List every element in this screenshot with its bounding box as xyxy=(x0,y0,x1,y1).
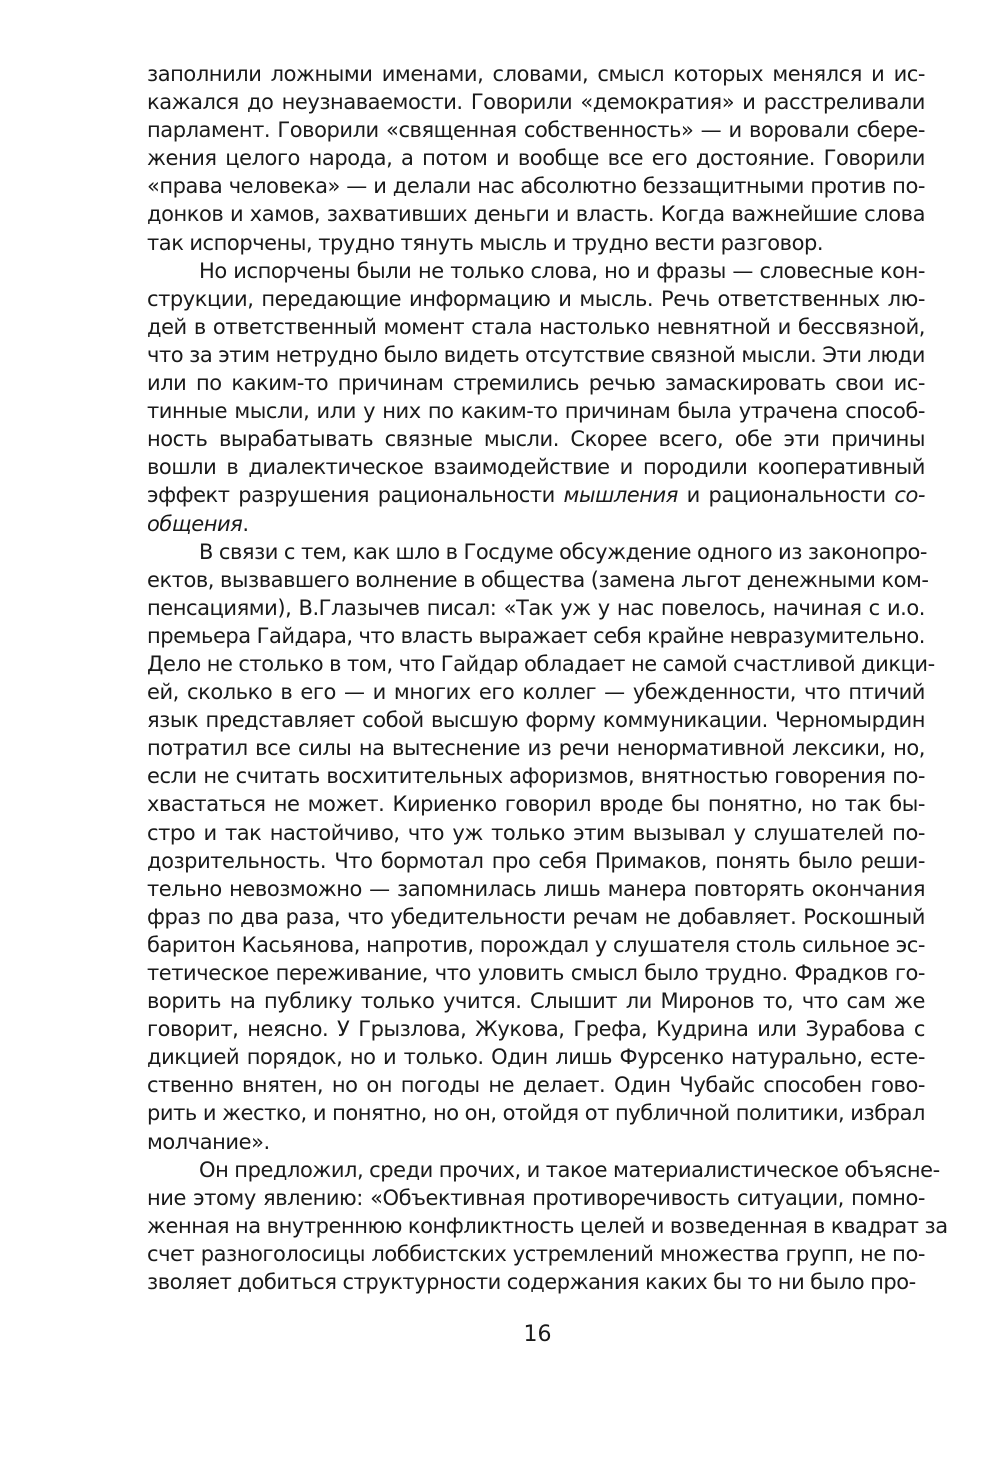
text-line: тетическое переживание, что уловить смысл было трудно. Фрадков го- xyxy=(147,961,925,985)
text-line: стро и так настойчиво, что уж только этим вызывал у слушателей по- xyxy=(147,820,925,845)
text-line: жения целого народа, а потом и вообще все его достояние. Говорили xyxy=(147,146,925,171)
text-line: тинные мысли, или у них по каким-то причинам была утрачена способ- xyxy=(147,399,925,424)
paragraph xyxy=(147,538,935,1156)
text-line: молчание». xyxy=(147,1129,270,1154)
text-line: или по каким-то причинам стремились речью замаскировать свои ис- xyxy=(147,371,925,396)
text-line: ность вырабатывать связные мысли. Скорее всего, обе эти причины xyxy=(147,427,925,452)
paragraph xyxy=(147,1156,948,1296)
text-line: ей, сколько в его — и многих его коллег — убежденности, что птичий xyxy=(147,680,925,705)
text-line: пенсациями), В.Глазычев писал: «Так уж у нас повелось, начиная с и.о. xyxy=(147,595,925,620)
italic-term: общения xyxy=(147,511,243,536)
italic-term: со- xyxy=(894,483,925,508)
text-line: В связи с тем, как шло в Госдуме обсуждение одного из законопро- xyxy=(199,539,928,564)
text-line: хвастаться не может. Кириенко говорил вроде бы понятно, но так бы- xyxy=(147,792,925,817)
text-line: так испорчены, трудно тянуть мысль и трудно вести разговор. xyxy=(147,230,824,255)
paragraph xyxy=(147,60,925,257)
text-line: ние этому явлению: «Объективная противоречивость ситуации, помно- xyxy=(147,1185,925,1210)
body-text xyxy=(147,60,948,1296)
text-line: ворить на публику только учится. Слышит ли Миронов то, что сам же xyxy=(147,989,925,1014)
text-line: ектов, вызвавшего волнение в общества (замена льгот денежными ком- xyxy=(147,567,929,592)
text-line: если не считать восхитительных афоризмов, внятностью говорения по- xyxy=(147,764,925,789)
text-line: вошли в диалектическое взаимодействие и породили кооперативный xyxy=(147,455,925,480)
text-line: счет разноголосицы лоббистских устремлений множества групп, не по- xyxy=(147,1241,925,1266)
text-line: Но испорчены были не только слова, но и фразы — словесные кон- xyxy=(199,258,925,283)
text-line: общения. xyxy=(147,511,249,536)
text-line: язык представляет собой высшую форму коммуникации. Черномырдин xyxy=(147,708,925,733)
text-line: парламент. Говорили «священная собственность» — и воровали сбере- xyxy=(147,118,925,143)
text-line: ственно внятен, но он погоды не делает. Один Чубайс способен гово- xyxy=(147,1073,925,1098)
text-line: «права человека» — и делали нас абсолютно беззащитными против по- xyxy=(147,174,925,199)
text-line: струкции, передающие информацию и мысль. Речь ответственных лю- xyxy=(147,286,925,311)
text-line: рить и жестко, и понятно, но он, отойдя от публичной политики, избрал xyxy=(147,1101,925,1126)
text-line: что за этим нетрудно было видеть отсутствие связной мысли. Эти люди xyxy=(147,342,925,367)
page-number: 16 xyxy=(523,1322,552,1347)
text-line: дозрительность. Что бормотал про себя Примаков, понять было реши- xyxy=(147,848,925,873)
text-line: Дело не столько в том, что Гайдар обладает не самой счастливой дикци- xyxy=(147,651,935,676)
text-line: премьера Гайдара, что власть выражает себя крайне невразумительно. xyxy=(147,623,925,648)
text-line: Он предложил, среди прочих, и такое материалистическое объясне- xyxy=(199,1157,940,1182)
text-line: потратил все силы на вытеснение из речи ненормативной лексики, но, xyxy=(147,736,925,761)
paragraph xyxy=(147,257,925,538)
text-line: тельно невозможно — запомнилась лишь манера повторять окончания xyxy=(147,876,925,901)
text-line: дикцией порядок, но и только. Один лишь Фурсенко натурально, есте- xyxy=(147,1045,925,1070)
text-line: эффект разрушения рациональности мышления и рациональности со- xyxy=(147,483,925,508)
text-line: кажался до неузнаваемости. Говорили «демократия» и расстреливали xyxy=(147,90,925,115)
text-line: говорит, неясно. У Грызлова, Жукова, Грефа, Кудрина или Зурабова с xyxy=(147,1017,925,1042)
text-line: донков и хамов, захвативших деньги и власть. Когда важнейшие слова xyxy=(147,202,925,227)
italic-term: мышления xyxy=(563,483,678,508)
text-line: женная на внутреннюю конфликтность целей и возведенная в квадрат за xyxy=(147,1213,948,1238)
text-line: баритон Касьянова, напротив, порождал у слушателя столь сильное эс- xyxy=(147,932,925,957)
text-line: заполнили ложными именами, словами, смысл которых менялся и ис- xyxy=(147,62,925,86)
text-line: фраз по два раза, что убедительности речам не добавляет. Роскошный xyxy=(147,904,925,929)
text-line: дей в ответственный момент стала настолько невнятной и бессвязной, xyxy=(147,314,925,339)
text-line: зволяет добиться структурности содержания каких бы то ни было про- xyxy=(147,1270,916,1295)
